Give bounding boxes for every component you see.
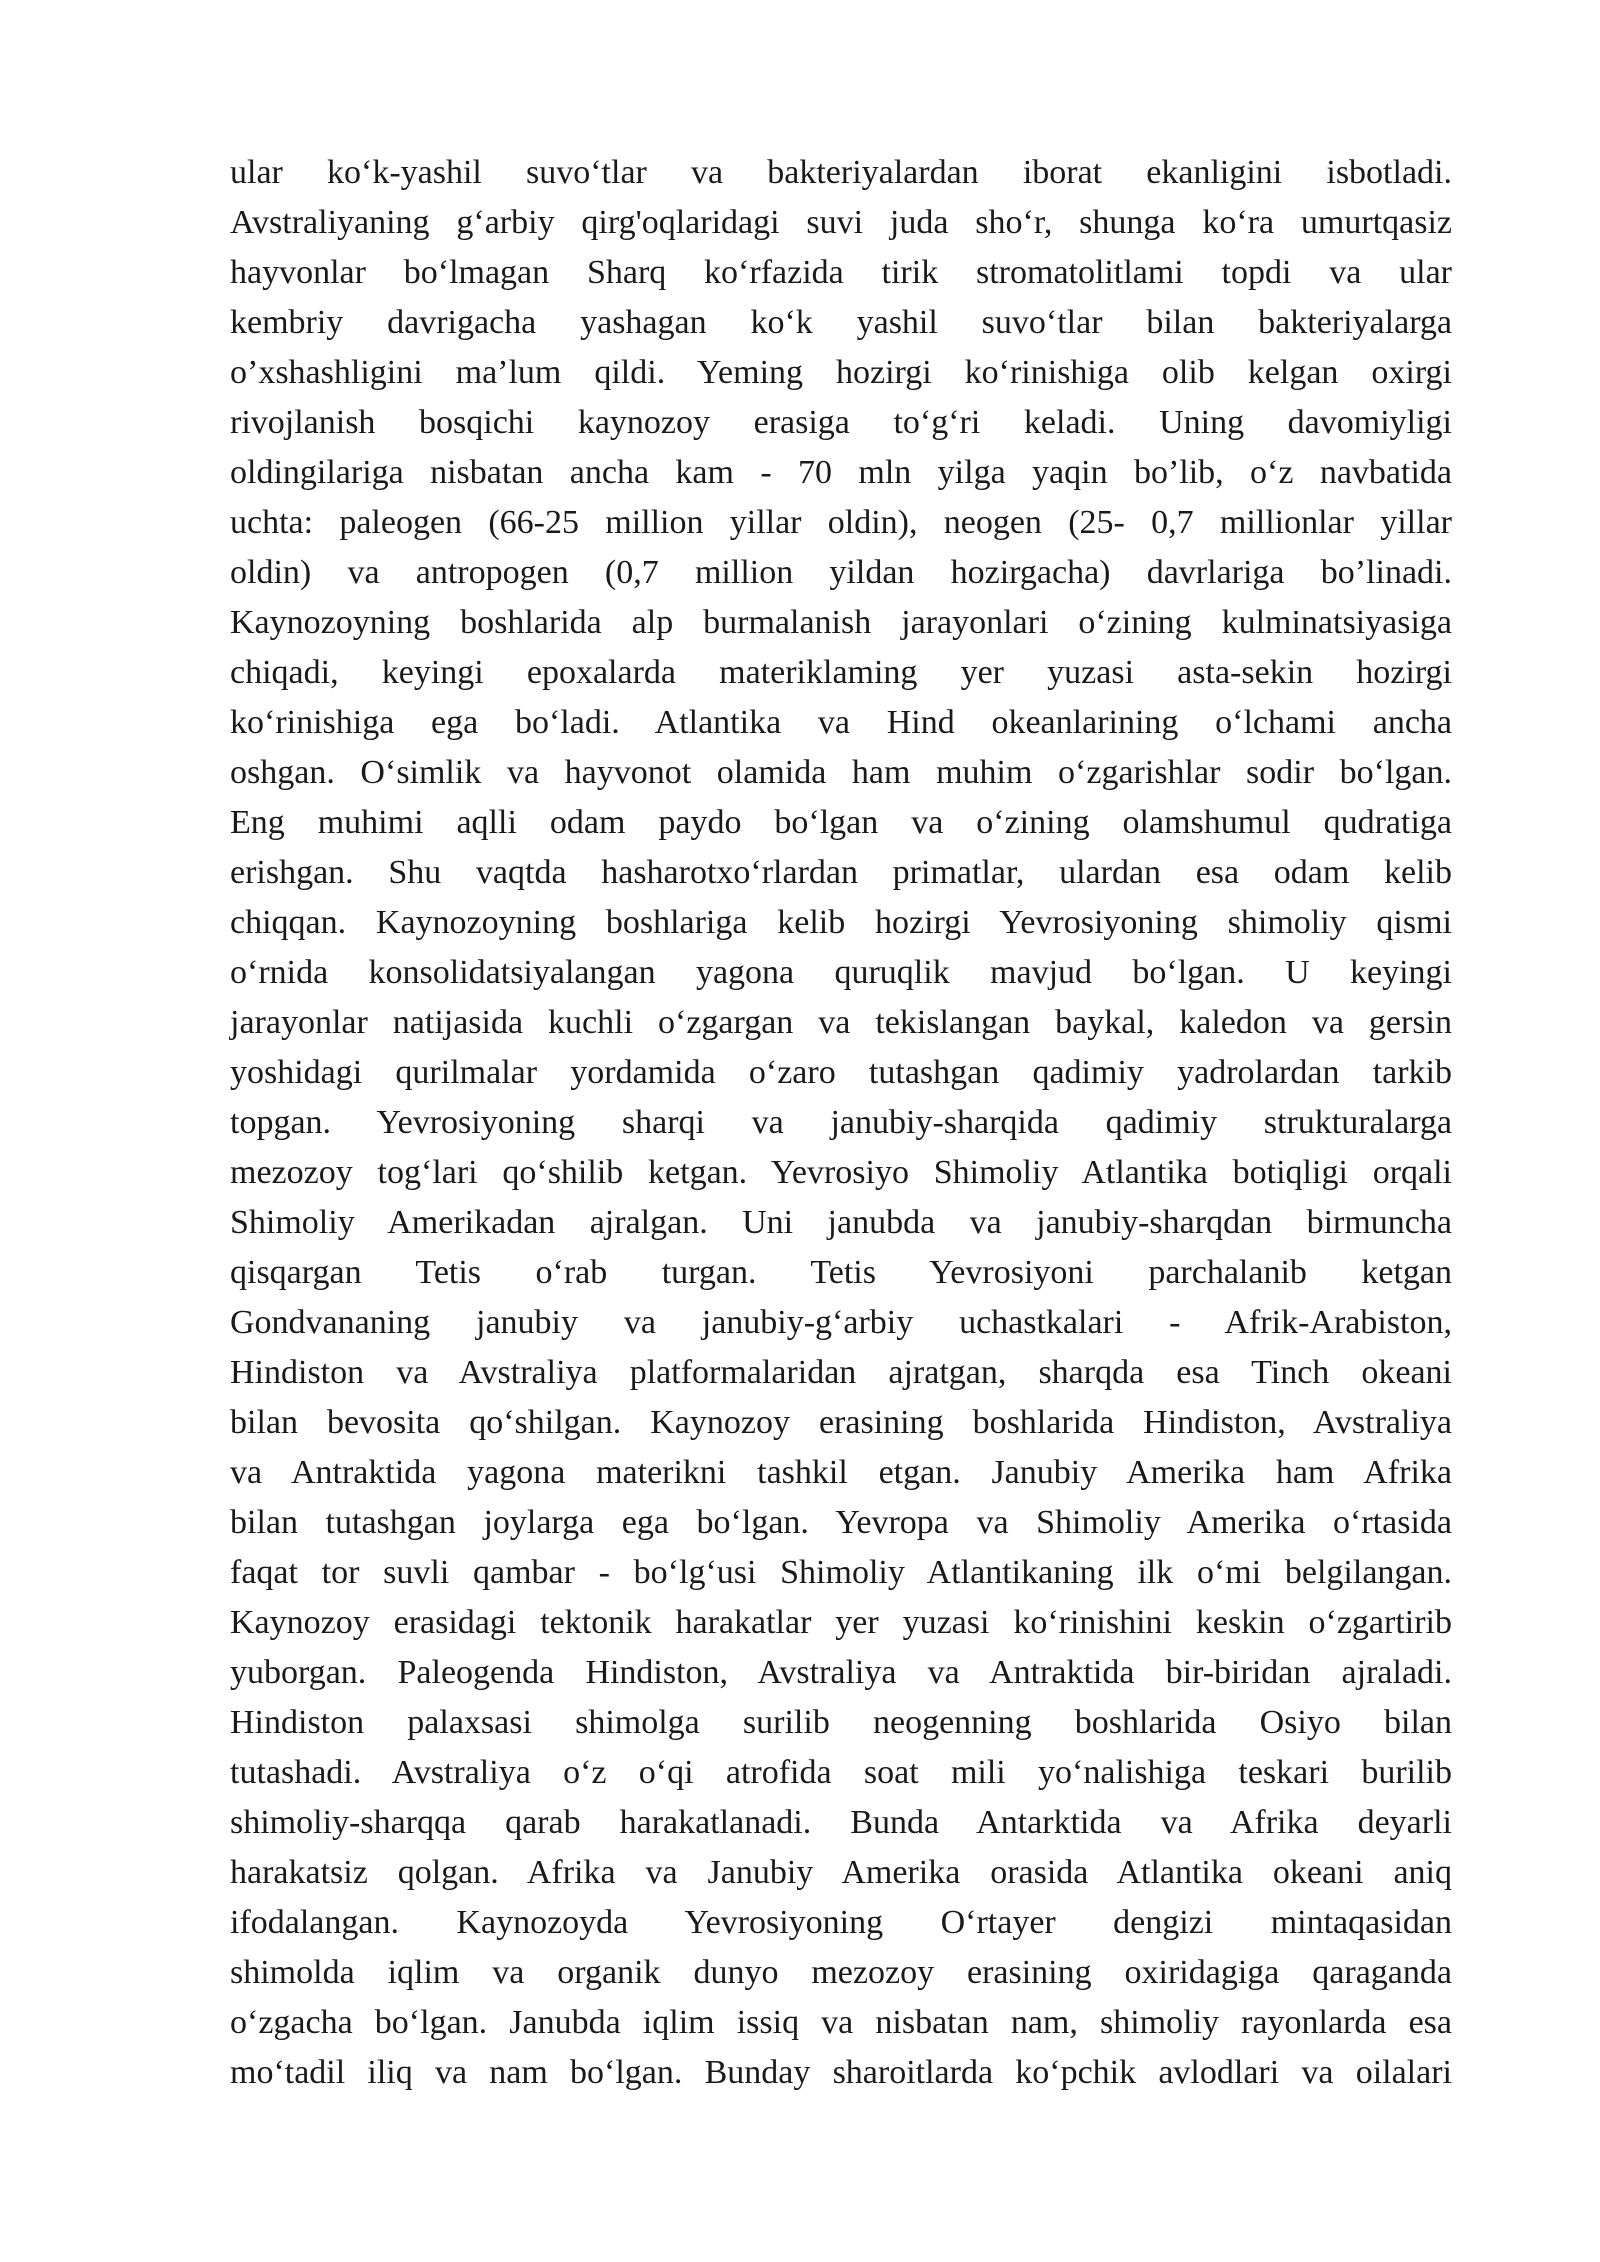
- text-line: oldin) va antropogen (0,7 million yildan hozirgacha) davrlariga bo’linadi.: [230, 554, 1452, 591]
- text-line: erishgan. Shu vaqtda hasharotxo‘rlardan primatlar, ulardan esa odam kelib: [230, 854, 1452, 891]
- text-line: mezozoy tog‘lari qo‘shilib ketgan. Yevrosiyo Shimoliy Atlantika botiqligi orqali: [230, 1154, 1452, 1191]
- text-line: harakatsiz qolgan. Afrika va Janubiy Amerika orasida Atlantika okeani aniq: [230, 1854, 1452, 1891]
- text-line: tutashadi. Avstraliya o‘z o‘qi atrofida soat mili yo‘nalishiga teskari burilib: [230, 1754, 1452, 1791]
- text-line: chiqadi, keyingi epoxalarda materiklaming yer yuzasi asta-sekin hozirgi: [230, 654, 1452, 691]
- text-line: va Antraktida yagona materikni tashkil etgan. Janubiy Amerika ham Afrika: [230, 1454, 1452, 1491]
- text-line: o‘zgacha bo‘lgan. Janubda iqlim issiq va nisbatan nam, shimoliy rayonlarda esa: [230, 2004, 1452, 2041]
- text-line: Avstraliyaning g‘arbiy qirg'oqlaridagi suvi juda sho‘r, shunga ko‘ra umurtqasiz: [230, 204, 1452, 241]
- text-line: shimolda iqlim va organik dunyo mezozoy erasining oxiridagiga qaraganda: [230, 1954, 1452, 1991]
- text-line: Kaynozoy erasidagi tektonik harakatlar yer yuzasi ko‘rinishini keskin o‘zgartirib: [230, 1604, 1452, 1641]
- text-line: yoshidagi qurilmalar yordamida o‘zaro tutashgan qadimiy yadrolardan tarkib: [230, 1054, 1452, 1091]
- text-line: ular ko‘k-yashil suvo‘tlar va bakteriyalardan iborat ekanligini isbotladi.: [230, 154, 1452, 191]
- text-line: topgan. Yevrosiyoning sharqi va janubiy-sharqida qadimiy strukturalarga: [230, 1104, 1452, 1141]
- text-line: qisqargan Tetis o‘rab turgan. Tetis Yevrosiyoni parchalanib ketgan: [230, 1254, 1452, 1291]
- text-line: uchta: paleogen (66-25 million yillar oldin), neogen (25- 0,7 millionlar yillar: [230, 504, 1452, 541]
- text-line: Hindiston va Avstraliya platformalaridan ajratgan, sharqda esa Tinch okeani: [230, 1354, 1452, 1391]
- text-line: faqat tor suvli qambar - bo‘lg‘usi Shimoliy Atlantikaning ilk o‘mi belgilangan.: [230, 1554, 1452, 1591]
- text-line: Kaynozoyning boshlarida alp burmalanish jarayonlari o‘zining kulminatsiyasiga: [230, 604, 1452, 641]
- body-paragraph: [230, 148, 1452, 2098]
- text-line: Gondvananing janubiy va janubiy-g‘arbiy uchastkalari - Afrik-Arabiston,: [230, 1304, 1452, 1341]
- text-line: o‘rnida konsolidatsiyalangan yagona quruqlik mavjud bo‘lgan. U keyingi: [230, 954, 1452, 991]
- text-line: kembriy davrigacha yashagan ko‘k yashil suvo‘tlar bilan bakteriyalarga: [230, 304, 1452, 341]
- text-line: chiqqan. Kaynozoyning boshlariga kelib hozirgi Yevrosiyoning shimoliy qismi: [230, 904, 1452, 941]
- text-line: o’xshashligini ma’lum qildi. Yeming hozirgi ko‘rinishiga olib kelgan oxirgi: [230, 354, 1452, 391]
- text-line: bilan bevosita qo‘shilgan. Kaynozoy erasining boshlarida Hindiston, Avstraliya: [230, 1404, 1452, 1441]
- text-line: mo‘tadil iliq va nam bo‘lgan. Bunday sharoitlarda ko‘pchik avlodlari va oilalari: [230, 2054, 1452, 2091]
- text-line: yuborgan. Paleogenda Hindiston, Avstraliya va Antraktida bir-biridan ajraladi.: [230, 1654, 1452, 1691]
- text-line: rivojlanish bosqichi kaynozoy erasiga to‘g‘ri keladi. Uning davomiyligi: [230, 404, 1452, 441]
- text-line: shimoliy-sharqqa qarab harakatlanadi. Bunda Antarktida va Afrika deyarli: [230, 1804, 1452, 1841]
- text-line: ko‘rinishiga ega bo‘ladi. Atlantika va Hind okeanlarining o‘lchami ancha: [230, 704, 1452, 741]
- text-line: Eng muhimi aqlli odam paydo bo‘lgan va o‘zining olamshumul qudratiga: [230, 804, 1452, 841]
- text-line: oshgan. O‘simlik va hayvonot olamida ham muhim o‘zgarishlar sodir bo‘lgan.: [230, 754, 1452, 791]
- text-line: oldingilariga nisbatan ancha kam - 70 mln yilga yaqin bo’lib, o‘z navbatida: [230, 454, 1452, 491]
- text-line: hayvonlar bo‘lmagan Sharq ko‘rfazida tirik stromatolitlami topdi va ular: [230, 254, 1452, 291]
- text-line: Hindiston palaxsasi shimolga surilib neogenning boshlarida Osiyo bilan: [230, 1704, 1452, 1741]
- text-line: bilan tutashgan joylarga ega bo‘lgan. Yevropa va Shimoliy Amerika o‘rtasida: [230, 1504, 1452, 1541]
- text-line: jarayonlar natijasida kuchli o‘zgargan va tekislangan baykal, kaledon va gersin: [230, 1004, 1452, 1041]
- text-line: ifodalangan. Kaynozoyda Yevrosiyoning O‘rtayer dengizi mintaqasidan: [230, 1904, 1452, 1941]
- text-line: Shimoliy Amerikadan ajralgan. Uni janubda va janubiy-sharqdan birmuncha: [230, 1204, 1452, 1241]
